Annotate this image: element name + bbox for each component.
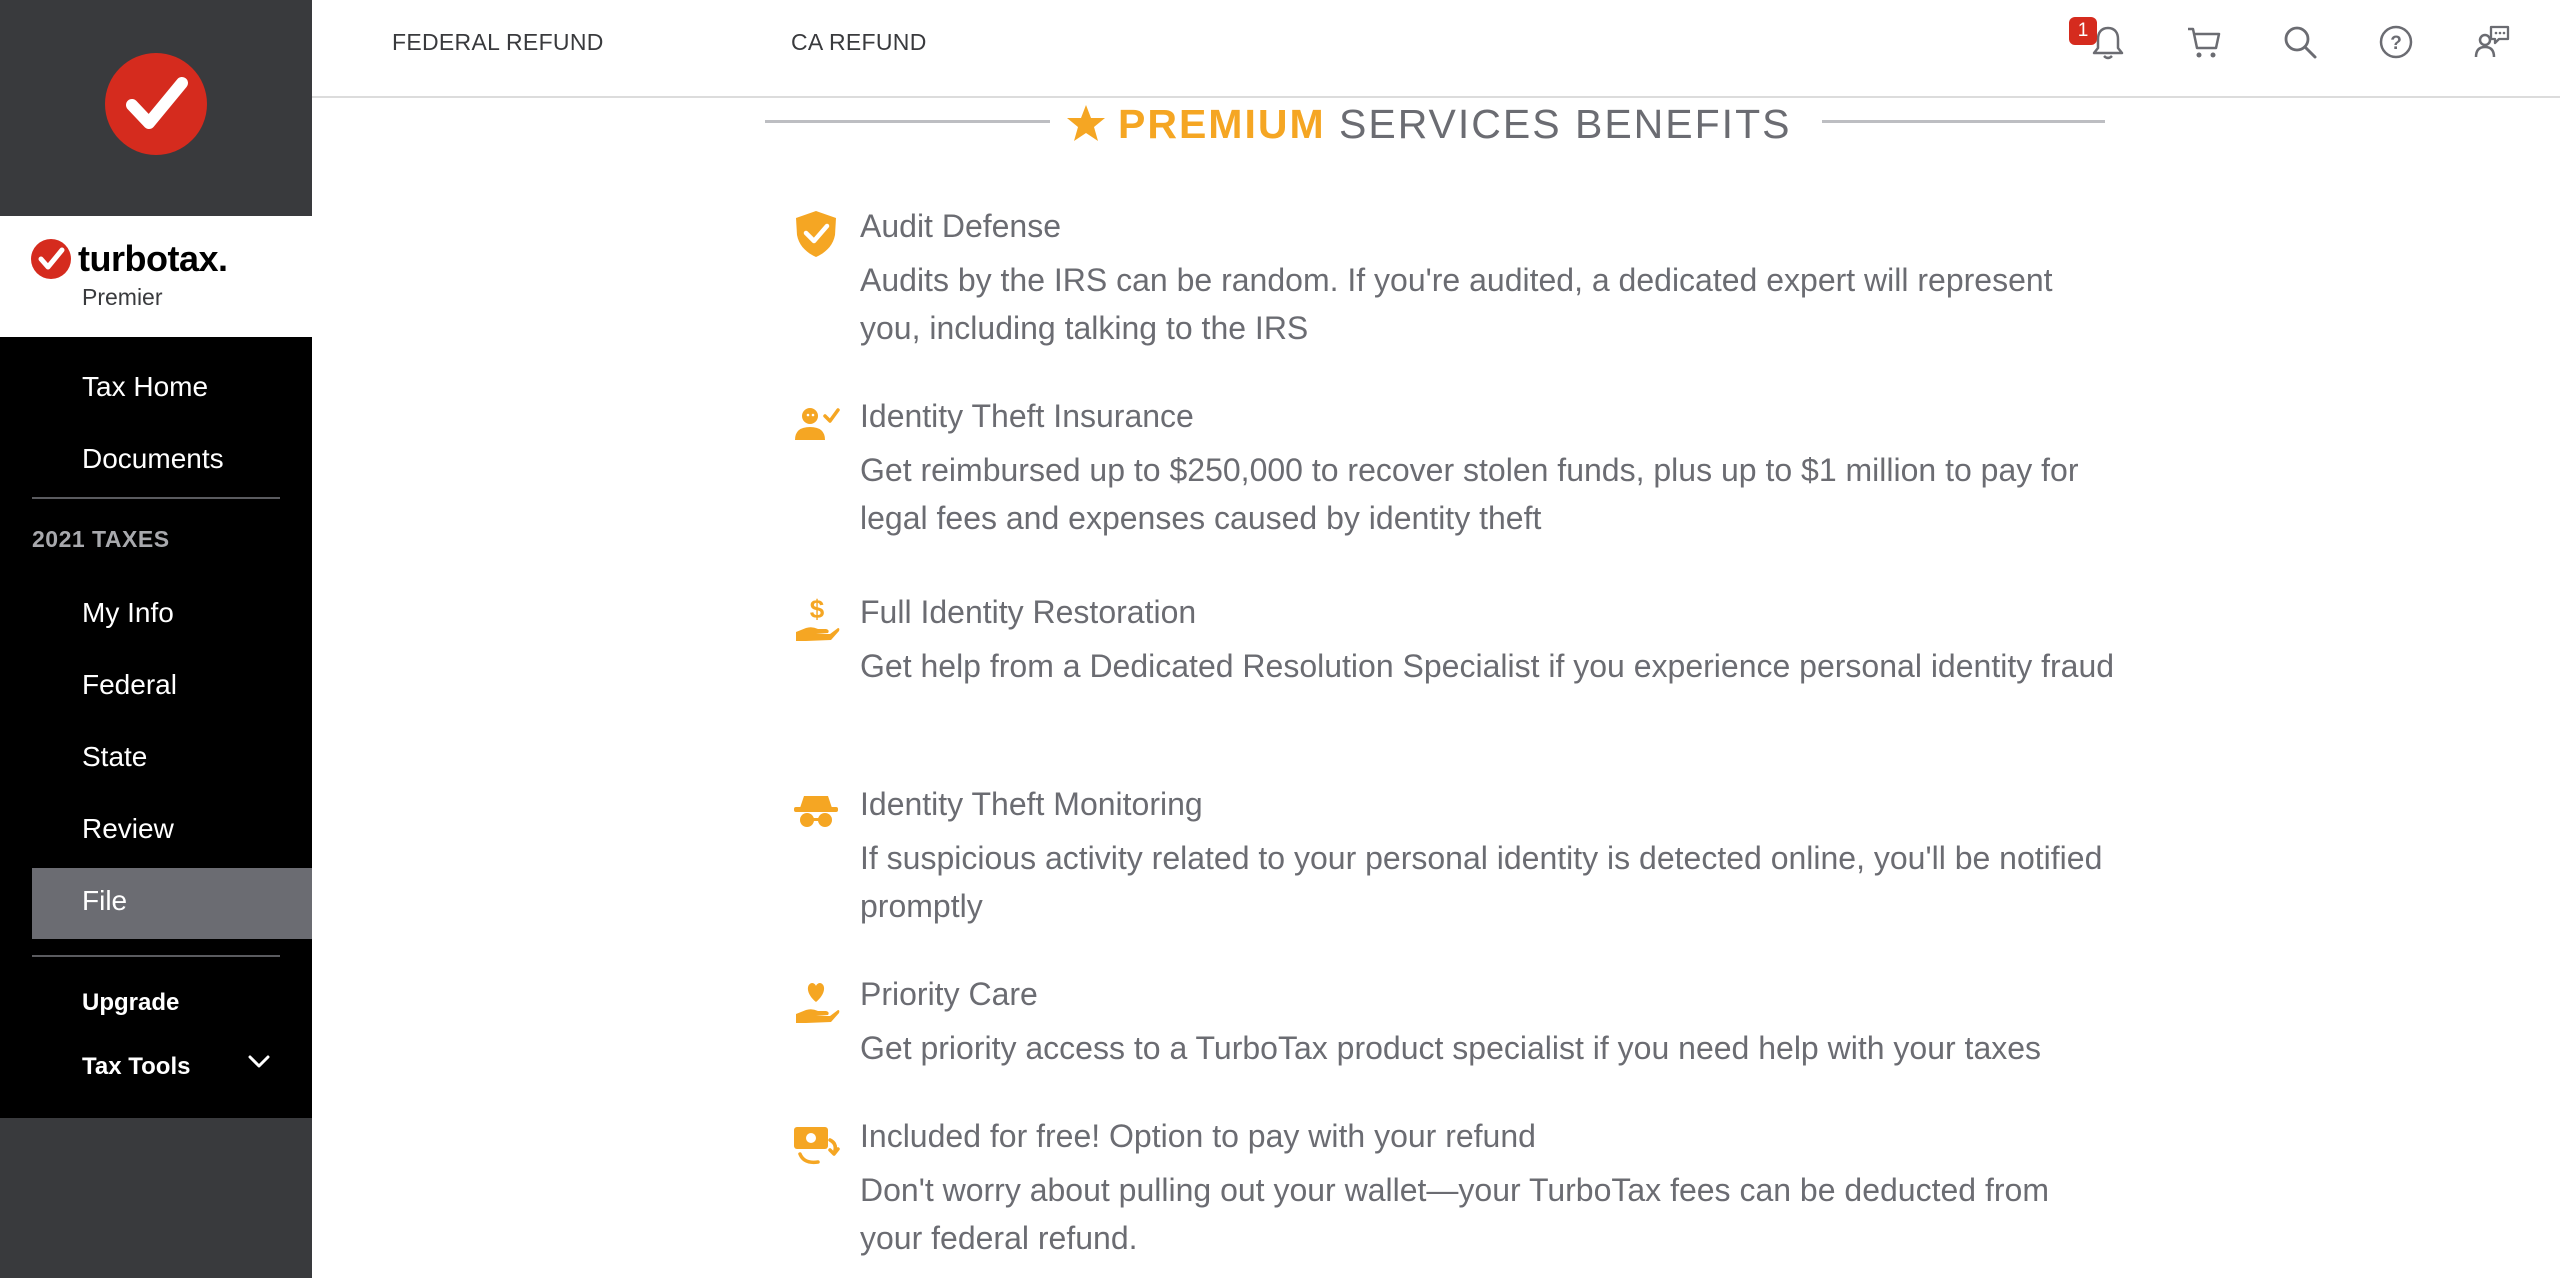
turbotax-logo-icon[interactable] <box>105 53 207 155</box>
nav-section-label: 2021 TAXES <box>32 526 170 552</box>
expert-chat-icon[interactable] <box>2472 22 2512 62</box>
svg-text:?: ? <box>2390 33 2402 54</box>
cart-icon[interactable] <box>2184 22 2224 62</box>
hand-heart-icon <box>790 976 842 1028</box>
brand-name: turbotax. <box>78 238 228 279</box>
page-title <box>1118 101 1791 148</box>
nav-item-file-highlight[interactable] <box>32 868 312 939</box>
help-icon[interactable] <box>2376 22 2416 62</box>
title-premium: PREMIUM <box>1118 101 1326 147</box>
benefit-name: Identity Theft Insurance <box>860 398 1194 434</box>
benefit-desc: Get reimbursed up to $250,000 to recover stolen funds, plus up to $1 million to pay for legal fees and expenses caused by identity theft <box>860 452 2079 536</box>
title-rule-right <box>1822 120 2105 123</box>
search-icon[interactable] <box>2280 22 2320 62</box>
nav-item-review[interactable]: Review <box>82 813 174 844</box>
benefit-desc: Get help from a Dedicated Resolution Specialist if you experience personal identity fraud <box>860 648 2115 684</box>
nav-divider <box>32 497 280 499</box>
nav-item-tax-home[interactable]: Tax Home <box>82 371 209 402</box>
benefit-desc: If suspicious activity related to your personal identity is detected online, you'll be notified promptly <box>860 840 2103 924</box>
notification-badge: 1 <box>2069 17 2097 45</box>
nav-divider <box>32 955 280 957</box>
top-header <box>312 0 2560 98</box>
nav-item-federal[interactable]: Federal <box>82 669 177 700</box>
federal-refund-link[interactable]: FEDERAL REFUND <box>392 29 604 55</box>
turbotax-check-icon <box>31 239 71 279</box>
sidebar-header <box>0 0 312 216</box>
star-icon <box>1065 102 1107 144</box>
benefit-desc: Audits by the IRS can be random. If you're audited, a dedicated expert will represent you, including talking to the IRS <box>860 262 2053 346</box>
benefit-name: Included for free! Option to pay with your refund <box>860 1118 1536 1154</box>
brand-box <box>0 216 312 337</box>
ca-refund-link[interactable]: CA REFUND <box>791 29 927 55</box>
nav-item-my-info[interactable]: My Info <box>82 597 174 628</box>
refund-pay-icon <box>790 1118 842 1170</box>
benefit-name: Audit Defense <box>860 208 1062 244</box>
section-title <box>765 98 2105 150</box>
nav-menu <box>0 337 312 1118</box>
nav-item-tax-tools[interactable]: Tax Tools <box>82 1053 191 1080</box>
benefit-name: Priority Care <box>860 976 1038 1012</box>
chevron-down-icon[interactable] <box>248 1055 270 1069</box>
benefit-desc: Don't worry about pulling out your wallet—your TurboTax fees can be deducted from your federal refund. <box>860 1172 2049 1256</box>
svg-text:$: $ <box>809 594 825 624</box>
hand-dollar-icon <box>790 594 842 646</box>
nav-item-documents[interactable]: Documents <box>82 443 224 474</box>
title-rule-left <box>765 120 1050 123</box>
person-check-icon <box>790 398 842 450</box>
sidebar <box>0 0 312 1278</box>
nav-item-state[interactable]: State <box>82 741 148 772</box>
benefit-name: Full Identity Restoration <box>860 594 1197 630</box>
benefit-name: Identity Theft Monitoring <box>860 786 1203 822</box>
title-rest: SERVICES BENEFITS <box>1325 101 1792 147</box>
shield-check-icon <box>790 208 842 260</box>
nav-item-file[interactable]: File <box>82 885 128 916</box>
nav-item-upgrade[interactable]: Upgrade <box>82 989 180 1016</box>
brand-edition: Premier <box>82 284 163 310</box>
spy-icon <box>790 786 842 838</box>
benefit-desc: Get priority access to a TurboTax product specialist if you need help with your taxes <box>860 1030 2042 1066</box>
